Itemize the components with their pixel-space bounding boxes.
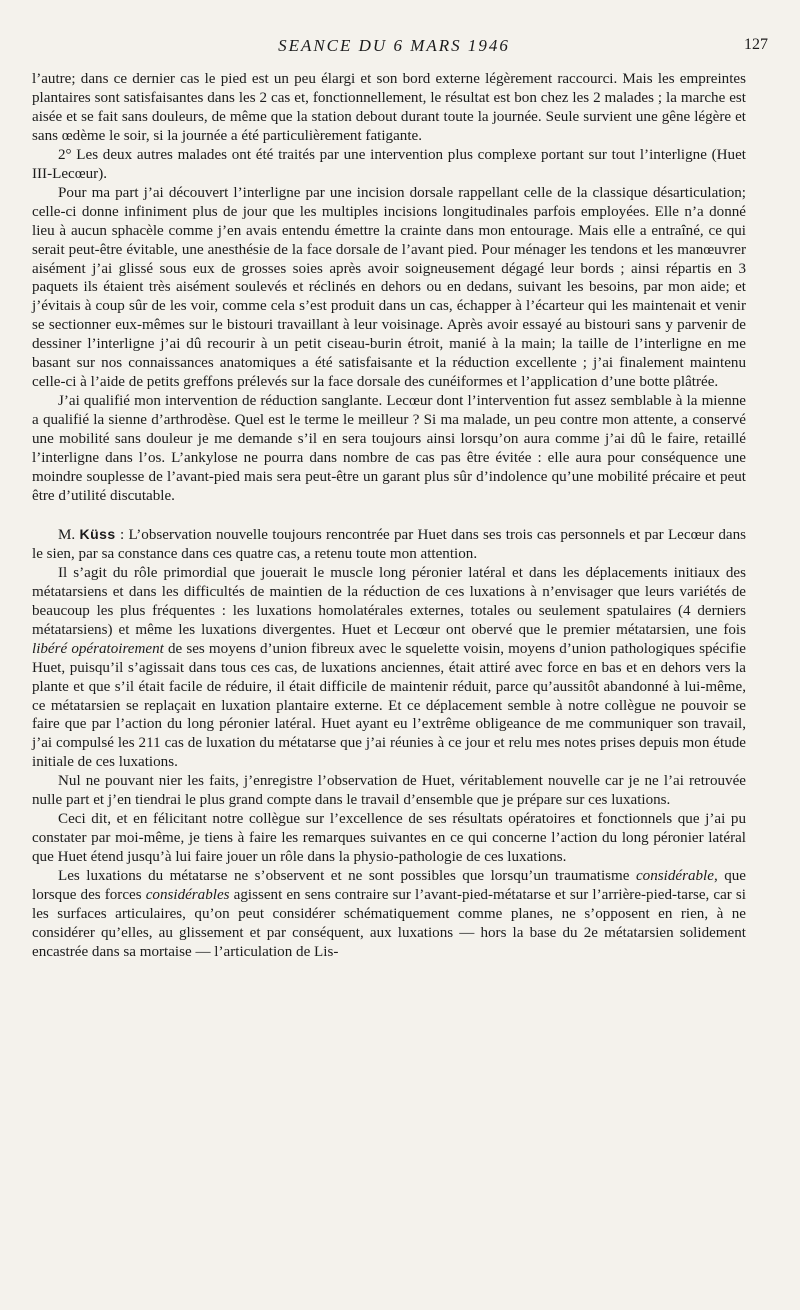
paragraph-facts: Nul ne pouvant nier les faits, j’enregistre l’observation de Huet, véritablement nouvelle car je ne l’ai retrouvée nulle part et j’en tiendrai le plus grand compte dans le travail d’ensemble que je prépare sur ces luxations. (32, 773, 746, 809)
text-run: Il s’agit du rôle primordial que jouerait le muscle long péronier latéral et dans les déplacements initiaux des métatarsiens et dans les difficultés de maintien de la réduction de ces luxations à n’envisager que leurs variétés de beaucoup les plus fréquentes : les luxations homolatérales externes, totales ou seulement spatulaires (4 derniers métatarsiens) et même les luxations divergentes. Huet et Lecœur ont obervé que le premier métatarsien, une fois (32, 564, 746, 638)
paragraph-trauma (32, 867, 746, 962)
paragraph-remarks: Ceci dit, et en félicitant notre collègue sur l’excellence de ses résultats opératoires et fonctionnels que j’ai pu constater par moi-même, je tiens à faire les remarques suivantes en ce qui concerne l’action du long péronier latéral que Huet étend jusqu’à lui faire jouer un rôle dans la physio-pathologie de ces luxations. (32, 811, 746, 866)
text-run: , que lorsque des forces (32, 868, 746, 904)
paragraph-second-case: 2° Les deux autres malades ont été traités par une intervention plus complexe portant sur tout l’interligne (Huet III-Lecœur). (32, 146, 746, 182)
emphasis-text: libéré opératoirement (32, 640, 164, 657)
text-run: Les luxations du métatarse ne s’observent et ne sont possibles que lorsqu’un traumatisme (58, 868, 636, 885)
speaker-statement: : L’observation nouvelle toujours rencontrée par Huet dans ses trois cas personnels et par Lecœur dans le sien, par sa constance dans ces quatre cas, a retenu toute mon attention. (32, 526, 746, 562)
paragraph-incision: Pour ma part j’ai découvert l’interligne par une incision dorsale rappellant celle de la classique désarticulation; celle-ci donne infiniment plus de jour que les multiples incisions longitudinales parfois employées. Elle n’a donné lieu à aucun sphacèle comme j’en avais entendu émettre la crainte dans mon entourage. Mais elle a entraîné, ce qui serait peut-être évitable, une anesthésie de la face dorsale de l’avant pied. Pour ménager les tendons et les manœuvrer aisément j’ai glissé sous eux de grosses soies après avoir soigneusement dégagé leur bords ; ainsi répartis en 3 paquets ils étaient très aisément soulevés et réclinés en dehors ou en dedans, suivant les besoins, par mon aide; et j’évitais à coup sûr de les voir, comme cela s’est produit dans un cas, échapper à l’écarteur qui les maintenait et venir se sectionner eux-mêmes sur le bistouri travaillant à leur voisinage. Après avoir essayé au bistouri sans y parvenir de dessiner l’interligne j’ai dû recourir à un petit ciseau-burin étroit, manié à la main; la taille de l’interligne en me basant sur nos connaissances anatomiques a été satisfaisante et la réduction excellente ; j’ai finalement maintenu celle-ci à l’aide de petits greffons prélevés sur la face dorsale des cunéiformes et l’application d’une botte plâtrée. (32, 184, 746, 391)
body-text (32, 70, 746, 962)
speaker-prefix: M. (58, 526, 80, 543)
paragraph-continuation: l’autre; dans ce dernier cas le pied est un peu élargi et son bord externe légèrement raccourci. Mais les empreintes plantaires sont satisfaisantes dans les 2 cas et, fonctionnellement, le résultat est bon chez les 2 malades ; la marche est aisée et se fait sans douleurs, de même que la station debout durant toute la journée. Seule survient une gêne légère et sans œdème le soir, si la journée a été particulièrement fatigante. (32, 71, 746, 144)
page-header (20, 36, 768, 60)
paragraph-kuss-intro (32, 525, 746, 564)
paragraph-qualification: J’ai qualifié mon intervention de réduction sanglante. Lecœur dont l’intervention fut assez semblable à la mienne a qualifié la sienne d’arthrodèse. Quel est le terme le meilleur ? Si ma malade, un peu contre mon attente, a conservé une mobilité sans douleur je me demande s’il en sera toujours ainsi lorsqu’on aura comme j’ai dû le faire, retaillé l’interligne dans l’os. L’ankylose ne pourra dans nombre de cas pas être évitée : elle aura pour conséquence une moindre souplesse de l’avant-pied mais sera peut-être un garant plus sûr d’indolence qu’une mobilité précaire et peut être d’utilité discutable. (32, 393, 746, 504)
running-title: SEANCE DU 6 MARS 1946 (278, 36, 510, 55)
page-number: 127 (744, 36, 768, 53)
text-run: de ses moyens d’union fibreux avec le squelette voisin, moyens d’union pathologiques spécifie Huet, puisqu’il s’agissait dans tous ces cas, de luxations anciennes, était attiré avec force en bas et en dehors vers la plante et que s’il était facile de réduire, il était difficile de maintenir réduit, parce qu’aussitôt abandonné à lui-même, ce métatarsien se replaçait en luxation plantaire externe. Et ce déplacement semble à notre collègue ne pouvoir se faire que par l’action du long péronier latéral. Huet ayant eu l’extrême obligeance de me communiquer son travail, j’ai compulsé les 211 cas de luxation du métatarse que j’ai réunies à ce jour et relu mes notes prises depuis mon étude initiale de ces luxations. (32, 640, 747, 771)
emphasis-text: considérables (145, 887, 230, 904)
paragraph-peroneus-role (32, 564, 746, 772)
speaker-name: Küss (79, 525, 116, 542)
emphasis-text: considérable (635, 868, 714, 885)
text-run: agissent en sens contraire sur l’avant-pied-métatarse et sur l’arrière-pied-tarse, car si les surfaces articulaires, qu’on peut considérer schématiquement comme planes, ne s’opposent en rien, à ne considérer qu’elles, au glissement et par conséquent, aux luxations — hors la base du 2e métatarsien solidement encastrée dans sa mortaise — l’articulation de Lis- (32, 887, 746, 960)
